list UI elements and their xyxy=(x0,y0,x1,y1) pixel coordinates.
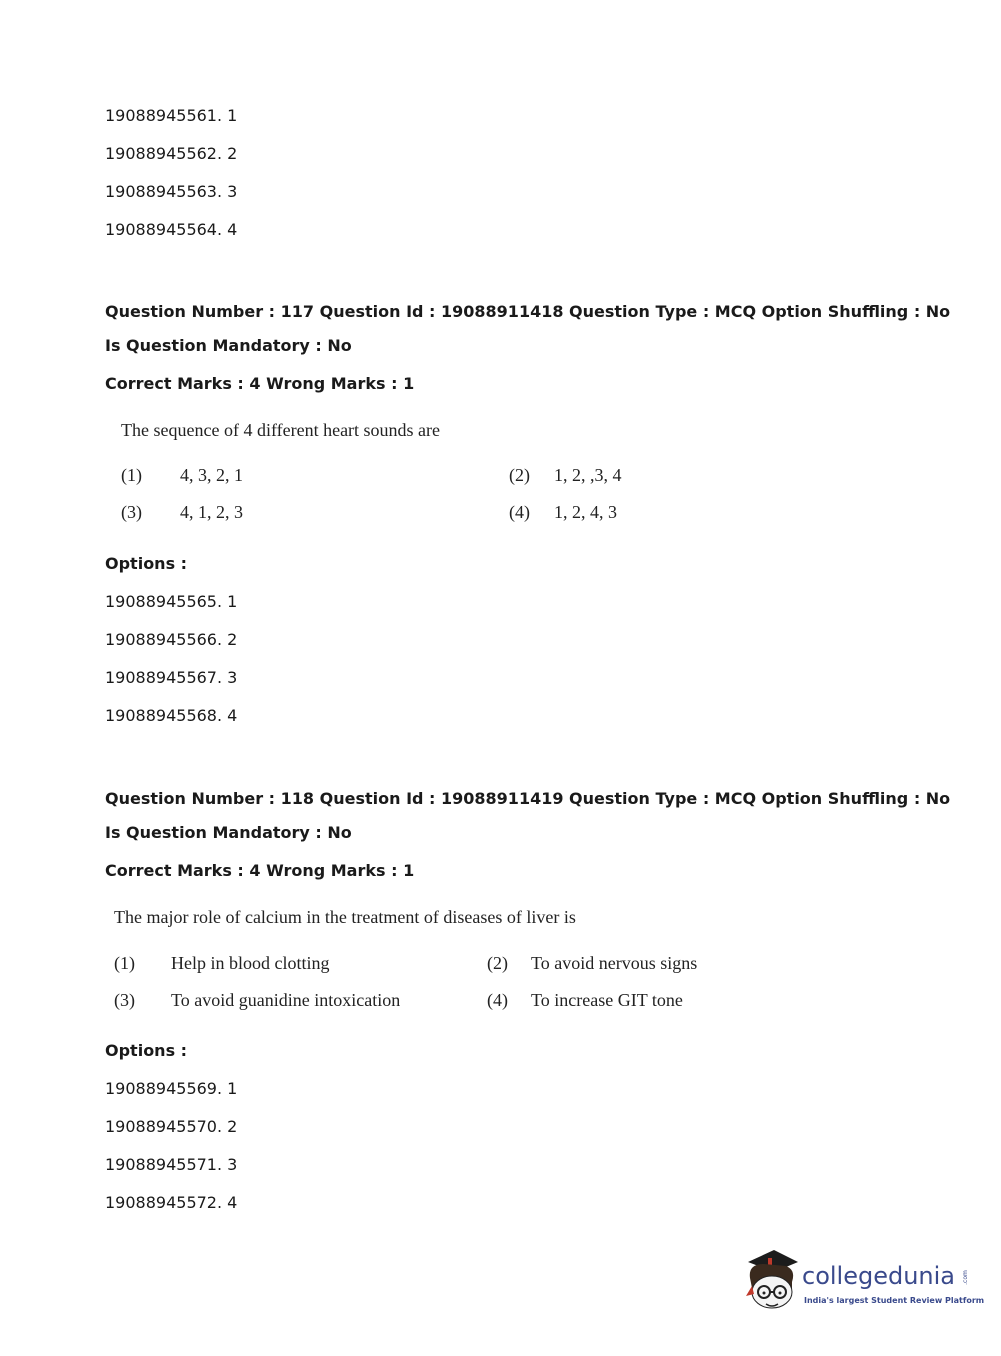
option-line: 19088945569. 1 xyxy=(105,1079,238,1098)
question-mandatory: Is Question Mandatory : No xyxy=(105,336,352,355)
choice-number: (2) xyxy=(509,465,530,485)
choice-number: (1) xyxy=(114,953,135,973)
question-mandatory: Is Question Mandatory : No xyxy=(105,823,352,842)
option-line: 19088945571. 3 xyxy=(105,1155,238,1174)
choice-number: (2) xyxy=(487,953,508,973)
choice-number: (4) xyxy=(509,502,530,522)
choice-number: (3) xyxy=(121,502,142,522)
choice-text: To increase GIT tone xyxy=(531,990,683,1010)
logo-suffix: .com xyxy=(961,1270,969,1285)
question-header: Question Number : 117 Question Id : 19088911418 Question Type : MCQ Option Shuffling : No xyxy=(105,302,951,321)
option-line: 19088945563. 3 xyxy=(105,182,238,201)
choice-number: (4) xyxy=(487,990,508,1010)
options-label: Options : xyxy=(105,554,188,573)
option-line: 19088945568. 4 xyxy=(105,706,238,725)
option-line: 19088945561. 1 xyxy=(105,106,238,125)
choice-text: 1, 2, ,3, 4 xyxy=(554,465,622,485)
question-marks: Correct Marks : 4 Wrong Marks : 1 xyxy=(105,374,415,393)
choice-text: 1, 2, 4, 3 xyxy=(554,502,617,522)
options-label: Options : xyxy=(105,1041,188,1060)
option-line: 19088945566. 2 xyxy=(105,630,238,649)
choice-number: (3) xyxy=(114,990,135,1010)
student-mascot-icon xyxy=(742,1248,802,1318)
question-marks: Correct Marks : 4 Wrong Marks : 1 xyxy=(105,861,415,880)
option-line: 19088945572. 4 xyxy=(105,1193,238,1212)
option-line: 19088945570. 2 xyxy=(105,1117,238,1136)
choice-text: Help in blood clotting xyxy=(171,953,330,973)
choice-text: 4, 1, 2, 3 xyxy=(180,502,243,522)
question-text: The sequence of 4 different heart sounds are xyxy=(121,420,441,440)
collegedunia-logo xyxy=(742,1248,985,1318)
choice-text: 4, 3, 2, 1 xyxy=(180,465,243,485)
choice-text: To avoid nervous signs xyxy=(531,953,698,973)
choice-text: To avoid guanidine intoxication xyxy=(171,990,401,1010)
question-header: Question Number : 118 Question Id : 19088911419 Question Type : MCQ Option Shuffling : No xyxy=(105,789,951,808)
option-line: 19088945565. 1 xyxy=(105,592,238,611)
question-text: The major role of calcium in the treatment of diseases of liver is xyxy=(114,907,576,927)
option-line: 19088945562. 2 xyxy=(105,144,238,163)
logo-name: collegedunia xyxy=(802,1262,956,1290)
option-line: 19088945564. 4 xyxy=(105,220,238,239)
logo-tagline: India's largest Student Review Platform xyxy=(804,1296,985,1305)
choice-number: (1) xyxy=(121,465,142,485)
option-line: 19088945567. 3 xyxy=(105,668,238,687)
